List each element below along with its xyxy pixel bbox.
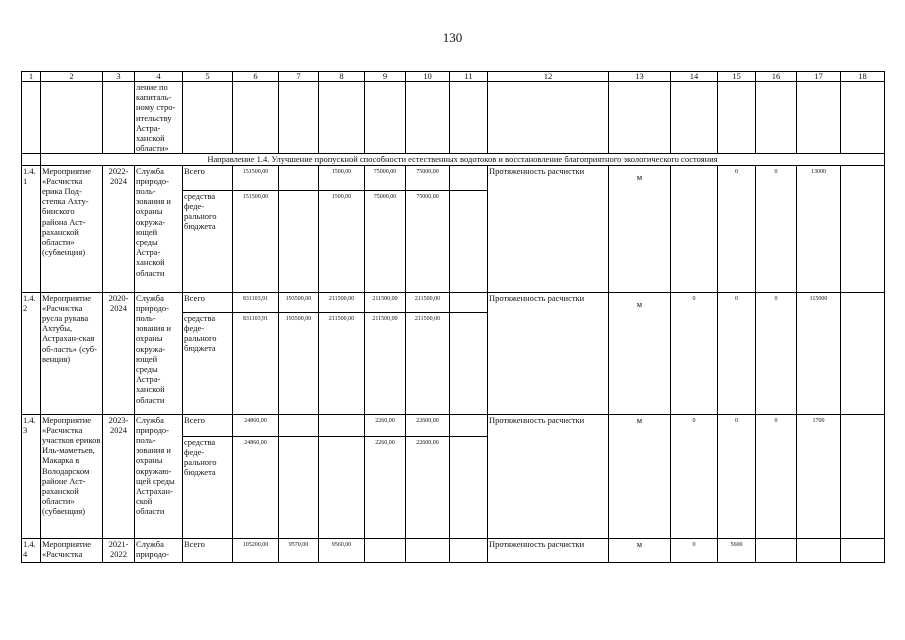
col-header-7: 7 [279,72,319,82]
section-row [22,154,885,165]
amount-y2023 [406,538,450,562]
amount-y2020 [279,190,319,292]
col-header-3: 3 [103,72,135,82]
amount-y2024 [450,312,488,414]
page-number: 130 [442,30,463,45]
table-row [22,538,885,562]
indicator-value-14: 0 [671,292,718,414]
indicator-value-14: 0 [671,414,718,538]
indicator: Протяженность расчистки [488,538,609,562]
amount-y2021: 9560,00 [319,538,365,562]
indicator-value-16: 0 [756,292,797,414]
amount-total: 831103,91 [233,312,279,414]
indicator-value-15: 0 [718,165,756,292]
table-row [22,414,885,436]
indicator-value-15: 5600 [718,538,756,562]
unit: м [609,292,671,414]
amount-y2022: 75000,00 [365,190,406,292]
period: 2023-2024 [103,414,135,538]
indicator: Протяженность расчистки [488,414,609,538]
source-federal: средства феде-рального бюджета [183,436,233,538]
source-total: Всего [183,292,233,312]
executor: Служба природо- [135,538,183,562]
amount-y2023: 22600,00 [406,414,450,436]
col-header-8: 8 [319,72,365,82]
indicator-value-14 [671,165,718,292]
amount-y2022: 2260,00 [365,436,406,538]
unit: м [609,414,671,538]
source-federal: средства феде-рального бюджета [183,312,233,414]
indicator-value-16 [756,538,797,562]
row-number: 1.4.1 [22,165,41,292]
amount-total: 24860,00 [233,436,279,538]
indicator-value-17: 1700 [797,414,841,538]
amount-y2022: 211500,00 [365,312,406,414]
unit: м [609,165,671,292]
executor: Служба природо-поль-зования и охраны окружа-ющей среды Астра-ханской области [135,292,183,414]
col-header-14: 14 [671,72,718,82]
col-header-2: 2 [41,72,103,82]
source-total: Всего [183,538,233,562]
amount-y2022: 2260,00 [365,414,406,436]
col-header-16: 16 [756,72,797,82]
indicator-value-18 [841,538,885,562]
period: 2022-2024 [103,165,135,292]
indicator-value-15: 0 [718,292,756,414]
measure-name: Мероприятие «Расчистка [41,538,103,562]
amount-y2023: 211500,00 [406,312,450,414]
col-header-4: 4 [135,72,183,82]
period: 2020-2024 [103,292,135,414]
measure-name: Мероприятие «Расчистка русла рукава Ахтубы, Астрахан-ская об-ласть» (суб-венция) [41,292,103,414]
executor: Служба природо-поль-зования и охраны окружаю-щей среды Астрахан-ской области [135,414,183,538]
amount-total: 151500,00 [233,190,279,292]
amount-y2020 [279,414,319,436]
row-number: 1.4.3 [22,414,41,538]
indicator-value-14: 0 [671,538,718,562]
indicator-value-18 [841,414,885,538]
indicator-value-18 [841,292,885,414]
indicator-value-17: 115000 [797,292,841,414]
amount-total: 151500,00 [233,165,279,190]
indicator-value-17: 13000 [797,165,841,292]
amount-y2020: 193500,00 [279,292,319,312]
col-header-11: 11 [450,72,488,82]
amount-y2024 [450,190,488,292]
amount-total: 831103,91 [233,292,279,312]
col-header-9: 9 [365,72,406,82]
table-row [22,292,885,312]
indicator-value-18 [841,165,885,292]
executor-cell: ление по капиталь-ному стро-ительству Астра-ханской области» [135,82,183,154]
amount-y2024 [450,292,488,312]
amount-y2023: 211500,00 [406,292,450,312]
amount-y2021: 1500,00 [319,165,365,190]
amount-y2024 [450,538,488,562]
amount-y2020: 9570,00 [279,538,319,562]
indicator-value-15: 0 [718,414,756,538]
indicator-value-16: 0 [756,165,797,292]
col-header-6: 6 [233,72,279,82]
col-header-18: 18 [841,72,885,82]
amount-y2020 [279,165,319,190]
executor: Служба природо-поль-зования и охраны окружа-ющей среды Астра-ханской области [135,165,183,292]
amount-y2023: 75000,00 [406,190,450,292]
amount-total: 105200,00 [233,538,279,562]
amount-y2021: 211500,00 [319,312,365,414]
amount-y2021 [319,414,365,436]
indicator: Протяженность расчистки [488,292,609,414]
program-table [21,71,885,563]
table-row [22,165,885,190]
header-row [22,72,885,82]
measure-name: Мероприятие «Расчистка ерика Под-степка Ахту-бинского района Аст-раханской области» (субвенция) [41,165,103,292]
col-header-5: 5 [183,72,233,82]
period: 2021-2022 [103,538,135,562]
source-total: Всего [183,165,233,190]
section-title: Направление 1.4. Улучшение пропускной способности естественных водотоков и восстановление благоприятного экологического состояния [41,154,885,165]
col-header-10: 10 [406,72,450,82]
indicator: Протяженность расчистки [488,165,609,292]
source-total: Всего [183,414,233,436]
amount-y2020 [279,436,319,538]
amount-y2021: 211500,00 [319,292,365,312]
indicator-value-17 [797,538,841,562]
col-header-1: 1 [22,72,41,82]
amount-y2021 [319,436,365,538]
amount-y2024 [450,165,488,190]
amount-y2023: 22600,00 [406,436,450,538]
indicator-value-16: 0 [756,414,797,538]
amount-y2022: 75000,00 [365,165,406,190]
amount-y2024 [450,414,488,436]
amount-y2023: 75000,00 [406,165,450,190]
row-number: 1.4.2 [22,292,41,414]
row-number: 1.4.4 [22,538,41,562]
continuation-row [22,82,885,154]
amount-total: 24860,00 [233,414,279,436]
col-header-12: 12 [488,72,609,82]
measure-name: Мероприятие «Расчистка участков ериков Иль-маметьев, Макарка в Володарском районе Аст-раханской области» (субвенция) [41,414,103,538]
amount-y2024 [450,436,488,538]
source-federal: средства феде-рального бюджета [183,190,233,292]
amount-y2020: 193500,00 [279,312,319,414]
col-header-15: 15 [718,72,756,82]
col-header-17: 17 [797,72,841,82]
col-header-13: 13 [609,72,671,82]
amount-y2022: 211500,00 [365,292,406,312]
amount-y2022 [365,538,406,562]
amount-y2021: 1500,00 [319,190,365,292]
unit: м [609,538,671,562]
